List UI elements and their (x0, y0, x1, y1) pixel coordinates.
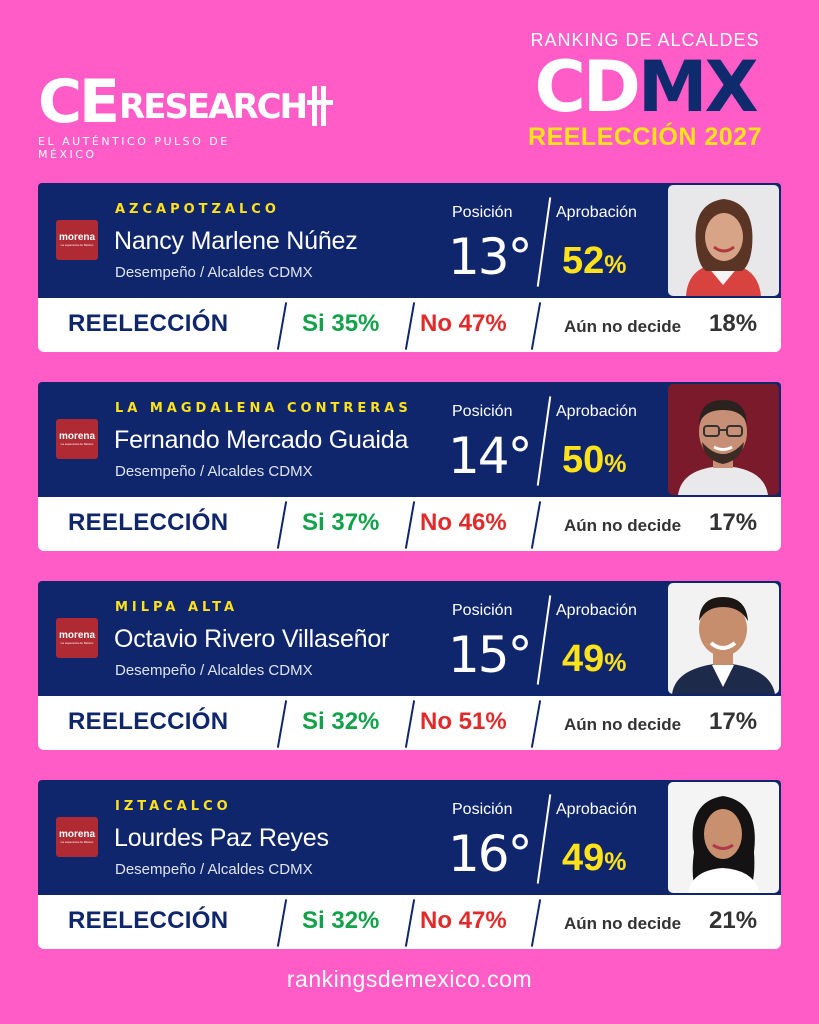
alcaldia-name: IZTACALCO (115, 799, 232, 814)
brand-logo-block (38, 60, 307, 161)
party-logo-name: morena (58, 630, 96, 641)
position-value: 15° (448, 626, 531, 684)
party-logo-name: morena (58, 232, 96, 243)
divider-slash (405, 700, 415, 748)
divider-slash (277, 302, 287, 350)
approval-value (562, 836, 627, 884)
undecided-percentage: 21% (709, 907, 758, 934)
card-header-panel (38, 780, 781, 895)
approval-number: 49 (562, 638, 605, 680)
party-logo-tagline: La esperanza de México (60, 442, 94, 446)
divider-slash (537, 794, 552, 883)
divider-slash (531, 501, 541, 549)
divider-slash (537, 595, 552, 684)
candidate-name: Octavio Rivero Villaseñor (114, 625, 390, 653)
candidate-name: Fernando Mercado Guaida (114, 426, 409, 454)
party-logo-tagline: La esperanza de México (60, 243, 94, 247)
position-label: Posición (452, 602, 513, 619)
approval-label: Aprobación (556, 801, 637, 818)
title-cd: CD (534, 46, 638, 128)
approval-label: Aprobación (556, 602, 637, 619)
logo-ce: CE (38, 67, 118, 137)
no-percentage: No 47% (420, 907, 507, 934)
reelection-label: REELECCIÓN (68, 509, 229, 536)
party-logo-tagline: La esperanza de México (60, 840, 94, 844)
approval-percent-sign: % (604, 251, 627, 279)
undecided-label: Aún no decide (564, 516, 682, 535)
divider-slash (531, 302, 541, 350)
yes-percentage: Si 32% (302, 907, 380, 934)
yes-percentage: Si 35% (302, 310, 380, 337)
party-logo-name: morena (58, 431, 96, 442)
approval-label: Aprobación (556, 204, 637, 221)
approval-percent-sign: % (604, 848, 627, 876)
candidate-photo (668, 384, 779, 495)
approval-number: 49 (562, 837, 605, 879)
divider-slash (405, 501, 415, 549)
divider-slash (531, 700, 541, 748)
position-value: 13° (448, 228, 531, 286)
divider-slash (531, 899, 541, 947)
position-value: 14° (448, 427, 531, 485)
no-percentage: No 51% (420, 708, 507, 735)
candidate-card (38, 581, 781, 751)
undecided-percentage: 17% (709, 708, 758, 735)
undecided-percentage: 18% (709, 310, 758, 337)
no-percentage: No 47% (420, 310, 507, 337)
reelection-label: REELECCIÓN (68, 310, 229, 337)
alcaldia-name: MILPA ALTA (115, 600, 239, 615)
ce-research-logo (38, 60, 307, 137)
approval-value (562, 637, 627, 685)
candidate-photo (668, 782, 779, 893)
reelection-bar (38, 895, 781, 949)
card-header-panel (38, 183, 781, 298)
yes-percentage: Si 37% (302, 509, 380, 536)
undecided-label: Aún no decide (564, 914, 682, 933)
ranking-title-block (517, 30, 773, 152)
ranking-big-title (517, 46, 773, 128)
reelection-bar (38, 696, 781, 750)
candidate-photo (668, 185, 779, 296)
undecided-percentage: 17% (709, 509, 758, 536)
position-label: Posición (452, 204, 513, 221)
candidate-card (38, 780, 781, 950)
reelection-label: REELECCIÓN (68, 907, 229, 934)
card-header-panel (38, 581, 781, 696)
ranking-small-title: RANKING DE ALCALDES (530, 30, 760, 50)
performance-label: Desempeño / Alcaldes CDMX (115, 264, 313, 281)
candidate-photo (668, 583, 779, 694)
divider-slash (277, 899, 287, 947)
undecided-label: Aún no decide (564, 715, 682, 734)
candidate-name: Lourdes Paz Reyes (114, 824, 329, 852)
title-mx: MX (637, 46, 756, 128)
position-value: 16° (448, 825, 531, 883)
reelection-bar (38, 497, 781, 551)
approval-label: Aprobación (556, 403, 637, 420)
party-logo (56, 419, 98, 459)
reelection-label: REELECCIÓN (68, 708, 229, 735)
card-header-panel (38, 382, 781, 497)
alcaldia-name: AZCAPOTZALCO (115, 202, 280, 217)
position-label: Posición (452, 801, 513, 818)
approval-number: 52 (562, 240, 605, 282)
approval-value (562, 239, 627, 287)
divider-slash (277, 700, 287, 748)
alcaldia-name: LA MAGDALENA CONTRERAS (115, 401, 412, 416)
party-logo-name: morena (58, 829, 96, 840)
approval-value (562, 438, 627, 486)
yes-percentage: Si 32% (302, 708, 380, 735)
logo-research: RESEARCH (119, 87, 307, 127)
party-logo (56, 220, 98, 260)
divider-slash (537, 197, 552, 286)
ranking-subtitle: REELECCIÓN 2027 (528, 123, 762, 151)
party-logo-tagline: La esperanza de México (60, 641, 94, 645)
candidate-card (38, 183, 781, 353)
footer-url[interactable]: rankingsdemexico.com (286, 966, 533, 992)
approval-percent-sign: % (604, 450, 627, 478)
divider-slash (405, 899, 415, 947)
undecided-label: Aún no decide (564, 317, 682, 336)
divider-slash (277, 501, 287, 549)
approval-number: 50 (562, 439, 605, 481)
divider-slash (537, 396, 552, 485)
reelection-bar (38, 298, 781, 352)
no-percentage: No 46% (420, 509, 507, 536)
party-logo (56, 817, 98, 857)
brand-tagline: EL AUTÉNTICO PULSO DE MÉXICO (38, 135, 230, 161)
candidate-card (38, 382, 781, 552)
performance-label: Desempeño / Alcaldes CDMX (115, 861, 313, 878)
candidate-name: Nancy Marlene Núñez (114, 227, 358, 255)
performance-label: Desempeño / Alcaldes CDMX (115, 662, 313, 679)
performance-label: Desempeño / Alcaldes CDMX (115, 463, 313, 480)
approval-percent-sign: % (604, 649, 627, 677)
party-logo (56, 618, 98, 658)
divider-slash (405, 302, 415, 350)
position-label: Posición (452, 403, 513, 420)
